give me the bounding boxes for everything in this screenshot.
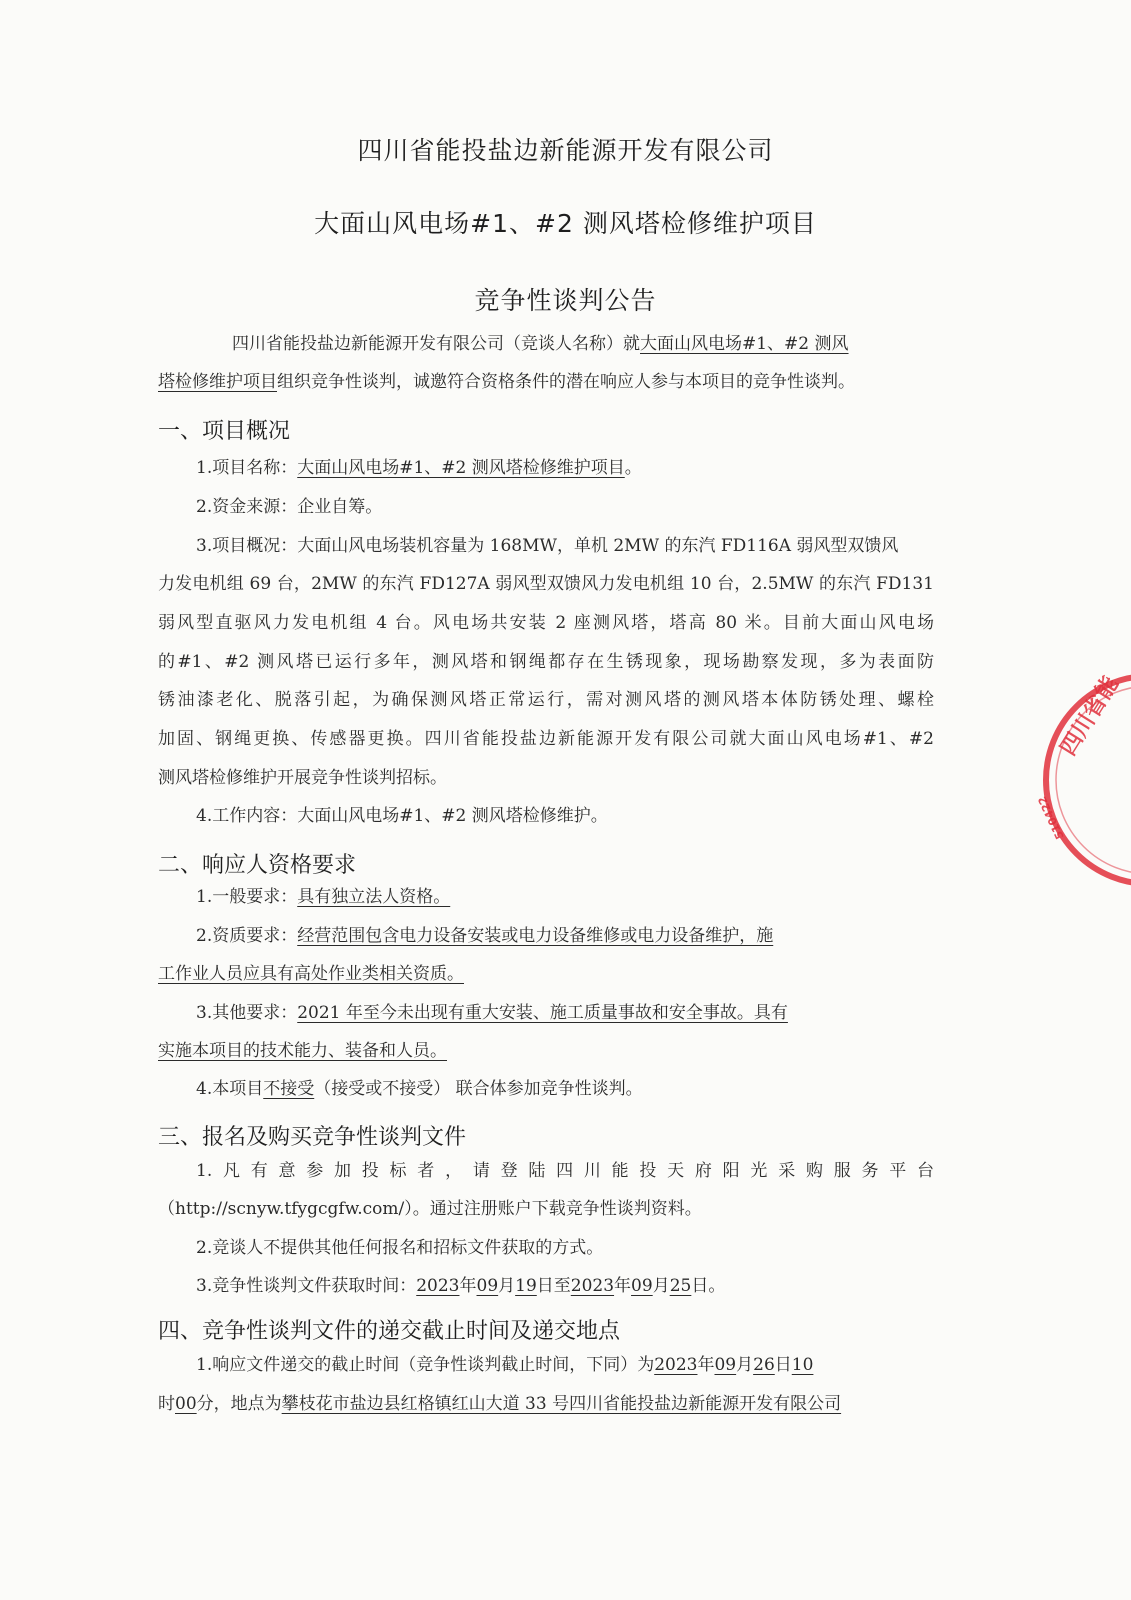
intro-line-2: 塔检修维护项目组织竞争性谈判，诚邀符合资格条件的潜在响应人参与本项目的竞争性谈判。 bbox=[158, 372, 855, 392]
company-title: 四川省能投盐边新能源开发有限公司 bbox=[357, 136, 774, 165]
general-requirement: 1.一般要求：具有独立法人资格。 bbox=[196, 887, 451, 907]
document-type-title: 竞争性谈判公告 bbox=[474, 286, 657, 315]
registration-url-line: （http://scnyw.tfygcgfw.com/）。通过注册账户下载竞争性谈判资料。 bbox=[158, 1199, 702, 1219]
overview-line: 测风塔检修维护开展竞争性谈判招标。 bbox=[158, 768, 447, 788]
document-period-item: 3.竞争性谈判文件获取时间：2023年09月19日至2023年09月25日。 bbox=[196, 1276, 726, 1296]
overview-line: 弱风型直驱风力发电机组 4 台。风电场共安装 2 座测风塔，塔高 80 米。目前大面山风电场 bbox=[158, 613, 934, 633]
section-heading: 二、响应人资格要求 bbox=[158, 853, 357, 878]
overview-line: 3.项目概况：大面山风电场装机容量为 168MW，单机 2MW 的东汽 FD116A 弱风型双馈风 bbox=[196, 536, 899, 556]
svg-text:四川省能: 四川省能 bbox=[1055, 672, 1124, 761]
deadline-location-line: 时00分，地点为攀枝花市盐边县红格镇红山大道 33 号四川省能投盐边新能源开发有限公司 bbox=[158, 1394, 842, 1414]
company-seal bbox=[1035, 665, 1131, 895]
section-heading: 三、报名及购买竞争性谈判文件 bbox=[158, 1125, 467, 1150]
consortium-item: 4.本项目不接受（接受或不接受） 联合体参加竞争性谈判。 bbox=[196, 1079, 643, 1099]
intro-line-1: 四川省能投盐边新能源开发有限公司（竞谈人名称）就大面山风电场#1、#2 测风 bbox=[232, 334, 849, 354]
registration-item: 1.凡有意参加投标者，请登陆四川能投天府阳光采购服务平台 bbox=[196, 1161, 934, 1181]
no-other-channel-item: 2.竞谈人不提供其他任何报名和招标文件获取的方式。 bbox=[196, 1238, 604, 1258]
section-heading: 四、竞争性谈判文件的递交截止时间及递交地点 bbox=[158, 1319, 621, 1344]
overview-line: 锈油漆老化、脱落引起，为确保测风塔正常运行，需对测风塔的测风塔本体防锈处理、螺栓 bbox=[158, 690, 934, 710]
other-requirement-cont: 实施本项目的技术能力、装备和人员。 bbox=[158, 1041, 447, 1061]
other-requirement: 3.其他要求：2021 年至今未出现有重大安装、施工质量事故和安全事故。具有 bbox=[196, 1003, 788, 1023]
project-title: 大面山风电场#1、#2 测风塔检修维护项目 bbox=[314, 209, 817, 238]
project-name-item: 1.项目名称：大面山风电场#1、#2 测风塔检修维护项目。 bbox=[196, 458, 642, 478]
fund-source-item: 2.资金来源：企业自筹。 bbox=[196, 497, 383, 517]
project-name-underlined: 大面山风电场#1、#2 测风 bbox=[640, 334, 849, 354]
section-heading: 一、项目概况 bbox=[158, 419, 291, 444]
submission-address: 攀枝花市盐边县红格镇红山大道 33 号四川省能投盐边新能源开发有限公司 bbox=[281, 1394, 842, 1414]
qualification-requirement: 2.资质要求：经营范围包含电力设备安装或电力设备维修或电力设备维护，施 bbox=[196, 926, 774, 946]
deadline-line: 1.响应文件递交的截止时间（竞争性谈判截止时间，下同）为2023年09月26日10 bbox=[196, 1355, 814, 1375]
overview-line: 的#1、#2 测风塔已运行多年，测风塔和钢绳都存在生锈现象，现场勘察发现，多为表面防 bbox=[158, 652, 934, 672]
seal-icon bbox=[1035, 665, 1131, 895]
project-name-underlined: 塔检修维护项目 bbox=[158, 372, 277, 392]
overview-line: 力发电机组 69 台，2MW 的东汽 FD127A 弱风型双馈风力发电机组 10 台，2.5MW 的东汽 FD131 bbox=[158, 574, 934, 594]
work-content-item: 4.工作内容：大面山风电场#1、#2 测风塔检修维护。 bbox=[196, 806, 608, 826]
qualification-requirement-cont: 工作业人员应具有高处作业类相关资质。 bbox=[158, 964, 464, 984]
svg-text:510422: 510422 bbox=[1035, 794, 1067, 842]
overview-line: 加固、钢绳更换、传感器更换。四川省能投盐边新能源开发有限公司就大面山风电场#1、#2 bbox=[158, 729, 934, 749]
